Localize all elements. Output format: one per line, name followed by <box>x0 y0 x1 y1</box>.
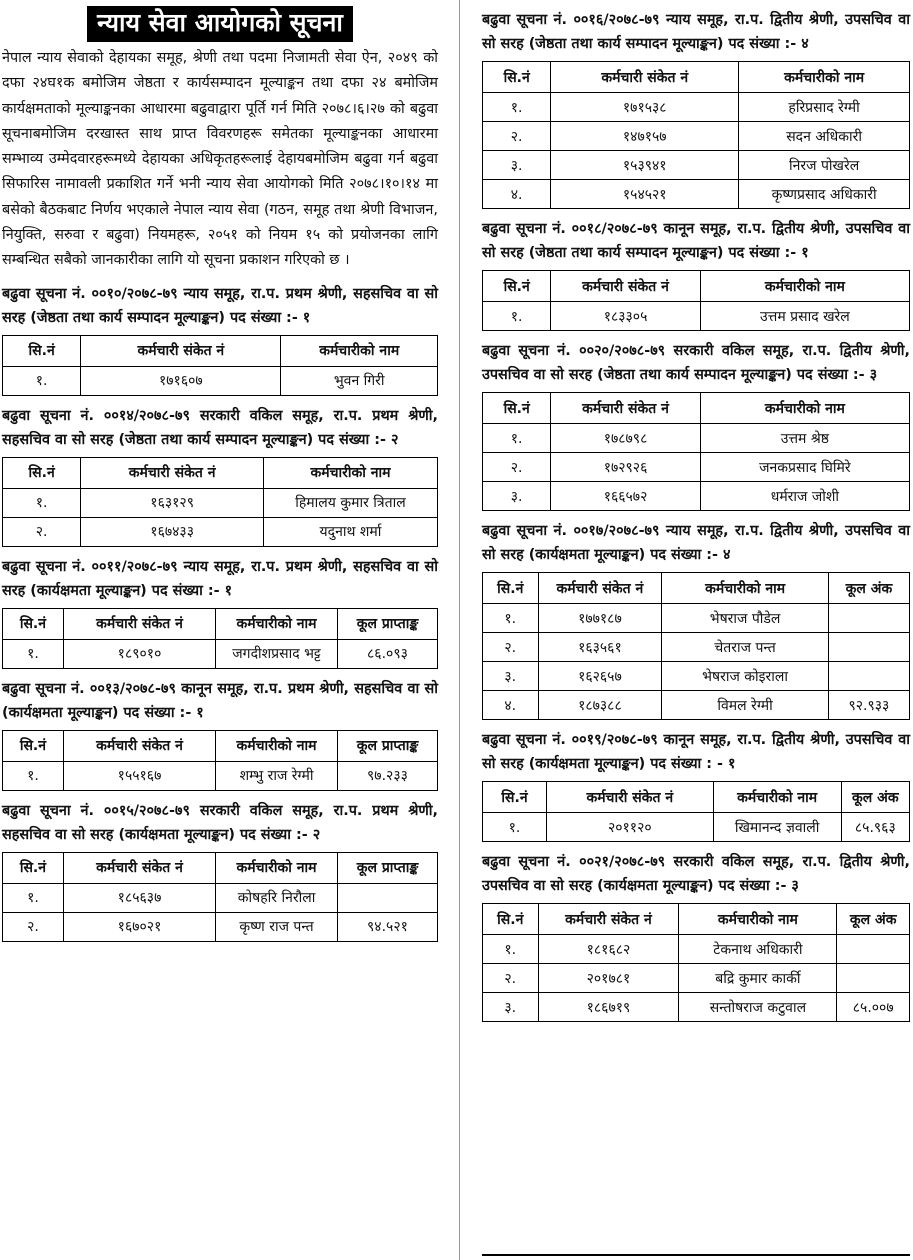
notice-section <box>482 217 910 331</box>
column-header: कर्मचारीको नाम <box>216 608 338 639</box>
table-cell: निरज पोखरेल <box>739 151 910 180</box>
column-header: कूल प्राप्ताङ्क <box>337 852 437 883</box>
notice-section <box>2 555 438 669</box>
column-header: कर्मचारी संकेत नं <box>63 852 215 883</box>
column-header: सि.नं <box>3 335 81 366</box>
notice-section <box>482 850 910 1022</box>
column-header: कर्मचारी संकेत नं <box>81 457 264 488</box>
column-header: कर्मचारीको नाम <box>216 730 338 761</box>
table-row <box>3 366 438 395</box>
table-cell: १. <box>3 883 64 912</box>
notice-section <box>2 677 438 791</box>
table-row <box>483 964 910 993</box>
table-header-row <box>483 904 910 935</box>
table-cell: २. <box>3 912 64 941</box>
column-header: कूल प्राप्ताङ्क <box>337 730 437 761</box>
table-header-row <box>3 335 438 366</box>
recommendation-table <box>482 270 910 331</box>
table-cell: कृष्णप्रसाद अधिकारी <box>739 180 910 209</box>
column-header: कर्मचारीको नाम <box>700 271 909 302</box>
table-cell: उत्तम श्रेष्ठ <box>700 424 909 453</box>
table-row <box>483 633 910 662</box>
table-row <box>483 180 910 209</box>
table-row <box>483 482 910 511</box>
table-cell: जनकप्रसाद घिमिरे <box>700 453 909 482</box>
column-header: सि.नं <box>3 608 64 639</box>
left-column <box>2 0 438 946</box>
table-cell: भेषराज कोइराला <box>662 662 829 691</box>
table-row <box>483 302 910 331</box>
table-cell: १. <box>3 761 64 790</box>
table-row <box>483 453 910 482</box>
table-cell: २०१७८१ <box>538 964 679 993</box>
table-cell: १. <box>3 366 81 395</box>
table-cell: १. <box>483 604 539 633</box>
table-cell: २. <box>3 517 81 546</box>
table-cell: धर्मराज जोशी <box>700 482 909 511</box>
table-cell: जगदीशप्रसाद भट्ट <box>216 639 338 668</box>
table-cell: १६७०२१ <box>63 912 215 941</box>
column-header: कर्मचारीको नाम <box>216 852 338 883</box>
table-cell: १. <box>3 639 64 668</box>
notice-heading: बढुवा सूचना नं. ००१४/२०७८-७९ सरकारी वकिल समूह, रा.प. प्रथम श्रेणी, सहसचिव वा सो सरह (जेष्ठता तथा कार्य सम्पादन मूल्याङ्कन) पद संख्या :- २ <box>2 407 438 448</box>
column-header: सि.नं <box>483 782 547 813</box>
table-cell: सदन अधिकारी <box>739 122 910 151</box>
table-cell: ३. <box>483 151 551 180</box>
table-cell: भेषराज पौडेल <box>662 604 829 633</box>
table-row <box>3 761 438 790</box>
column-header: कर्मचारीको नाम <box>700 393 909 424</box>
left-sections <box>2 282 438 942</box>
table-cell: १७१५३८ <box>551 93 739 122</box>
column-header: कूल अंक <box>837 904 910 935</box>
column-header: कर्मचारी संकेत नं <box>538 904 679 935</box>
column-header: सि.नं <box>483 573 539 604</box>
table-row <box>483 122 910 151</box>
table-cell: शम्भु राज रेग्मी <box>216 761 338 790</box>
table-cell: १. <box>483 813 547 842</box>
table-cell: १. <box>483 424 551 453</box>
table-cell: २०११२० <box>547 813 714 842</box>
notice-section <box>482 728 910 842</box>
table-cell: ३. <box>483 482 551 511</box>
column-header: सि.नं <box>483 271 551 302</box>
notice-heading: बढुवा सूचना नं. ००१५/२०७८-७९ सरकारी वकिल समूह, रा.प. प्रथम श्रेणी, सहसचिव वा सो सरह (कार्यक्षमता मूल्याङ्कन) पद संख्या :- २ <box>2 802 438 843</box>
table-header-row <box>3 608 438 639</box>
table-cell: १८६७१९ <box>538 993 679 1022</box>
table-row <box>483 813 910 842</box>
table-cell: १८५६३७ <box>63 883 215 912</box>
table-row <box>483 691 910 720</box>
table-cell: बद्रि कुमार कार्की <box>679 964 837 993</box>
recommendation-table <box>482 903 910 1022</box>
table-cell: १७२९२६ <box>551 453 700 482</box>
table-cell: १. <box>483 935 539 964</box>
table-cell: कोषहरि निरौला <box>216 883 338 912</box>
column-divider <box>459 0 460 1260</box>
table-row <box>483 993 910 1022</box>
table-cell: भुवन गिरी <box>281 366 438 395</box>
table-cell <box>337 883 437 912</box>
table-cell <box>828 633 909 662</box>
title-wrap <box>2 6 438 42</box>
table-cell: ९७.२३३ <box>337 761 437 790</box>
table-cell: १६२६५७ <box>538 662 662 691</box>
bottom-rule <box>482 1254 910 1256</box>
recommendation-table <box>2 608 438 669</box>
table-cell: १८१६८२ <box>538 935 679 964</box>
table-header-row <box>483 393 910 424</box>
table-cell: ३. <box>483 993 539 1022</box>
table-row <box>3 883 438 912</box>
table-cell: १५३९४१ <box>551 151 739 180</box>
table-cell: कृष्ण राज पन्त <box>216 912 338 941</box>
table-cell: १५५१६७ <box>63 761 215 790</box>
column-header: सि.नं <box>3 852 64 883</box>
table-cell: ४. <box>483 691 539 720</box>
table-cell: १६७४३३ <box>81 517 264 546</box>
recommendation-table <box>2 457 438 547</box>
table-row <box>3 517 438 546</box>
column-header: कर्मचारी संकेत नं <box>538 573 662 604</box>
column-header: कर्मचारी संकेत नं <box>63 730 215 761</box>
recommendation-table <box>482 61 910 209</box>
column-header: कूल अंक <box>841 782 909 813</box>
table-cell: ३. <box>483 662 539 691</box>
notice-heading: बढुवा सूचना नं. ००२१/२०७८-७९ सरकारी वकिल समूह, रा.प. द्वितीय श्रेणी, उपसचिव वा सो सरह (कार्यक्षमता मूल्याङ्कन) पद संख्या :- ३ <box>482 854 910 894</box>
table-row <box>483 93 910 122</box>
recommendation-table <box>2 335 438 396</box>
notice-section <box>482 339 910 511</box>
table-cell: १. <box>483 93 551 122</box>
notice-heading: बढुवा सूचना नं. ००१०/२०७८-७९ न्याय समूह, रा.प. प्रथम श्रेणी, सहसचिव वा सो सरह (जेष्ठता तथा कार्य सम्पादन मूल्याङ्कन) पद संख्या :- १ <box>2 285 438 326</box>
table-cell: विमल रेग्मी <box>662 691 829 720</box>
table-cell: हरिप्रसाद रेग्मी <box>739 93 910 122</box>
notice-section <box>2 282 438 396</box>
table-cell: १. <box>3 488 81 517</box>
table-cell: यदुनाथ शर्मा <box>263 517 437 546</box>
table-cell: ८५.००७ <box>837 993 910 1022</box>
table-cell <box>837 964 910 993</box>
table-cell: ९४.५२१ <box>337 912 437 941</box>
right-sections <box>482 8 910 1022</box>
column-header: कर्मचारी संकेत नं <box>81 335 281 366</box>
notice-heading: बढुवा सूचना नं. ००१८/२०७८-७९ कानून समूह, रा.प. द्वितीय श्रेणी, उपसचिव वा सो सरह (जेष्ठता तथा कार्य सम्पादन मूल्याङ्कन) पद संख्या :- १ <box>482 221 910 261</box>
notice-section <box>482 8 910 209</box>
table-cell: २. <box>483 633 539 662</box>
column-header: कूल अंक <box>828 573 909 604</box>
table-header-row <box>483 271 910 302</box>
table-cell: ९२.९३३ <box>828 691 909 720</box>
recommendation-table <box>482 392 910 511</box>
table-header-row <box>3 852 438 883</box>
table-row <box>483 935 910 964</box>
page-title: न्याय सेवा आयोगको सूचना <box>87 6 353 42</box>
table-cell: सन्तोषराज कटुवाल <box>679 993 837 1022</box>
column-header: कर्मचारी संकेत नं <box>551 271 700 302</box>
table-row <box>483 604 910 633</box>
table-cell: ८६.०९३ <box>337 639 437 668</box>
column-header: कर्मचारीको नाम <box>713 782 841 813</box>
table-cell: १६६५७२ <box>551 482 700 511</box>
column-header: कूल प्राप्ताङ्क <box>337 608 437 639</box>
recommendation-table <box>482 572 910 720</box>
table-cell <box>837 935 910 964</box>
recommendation-table <box>482 781 910 842</box>
notice-section <box>482 519 910 720</box>
table-header-row <box>483 62 910 93</box>
notice-heading: बढुवा सूचना नं. ००१३/२०७८-७९ कानून समूह, रा.प. प्रथम श्रेणी, सहसचिव वा सो (कार्यक्षमता मूल्याङ्कन) पद संख्या :- १ <box>2 680 438 721</box>
notice-section <box>2 404 438 547</box>
column-header: कर्मचारी संकेत नं <box>547 782 714 813</box>
table-row <box>3 488 438 517</box>
table-cell: हिमालय कुमार त्रिताल <box>263 488 437 517</box>
column-header: सि.नं <box>3 457 81 488</box>
recommendation-table <box>2 852 438 942</box>
table-cell: १४७१५७ <box>551 122 739 151</box>
table-cell: ८५.९६३ <box>841 813 909 842</box>
table-row <box>483 662 910 691</box>
table-cell: १६३१२९ <box>81 488 264 517</box>
table-row <box>483 151 910 180</box>
column-header: सि.नं <box>483 393 551 424</box>
table-cell <box>828 604 909 633</box>
table-cell: उत्तम प्रसाद खरेल <box>700 302 909 331</box>
notice-heading: बढुवा सूचना नं. ००१७/२०७८-७९ न्याय समूह, रा.प. द्वितीय श्रेणी, उपसचिव वा सो सरह (कार्यक्षमता मूल्याङ्कन) पद संख्या :- ४ <box>482 523 910 563</box>
column-header: कर्मचारी संकेत नं <box>551 62 739 93</box>
table-header-row <box>3 730 438 761</box>
table-cell: २. <box>483 453 551 482</box>
column-header: कर्मचारीको नाम <box>662 573 829 604</box>
recommendation-table <box>2 730 438 791</box>
column-header: कर्मचारीको नाम <box>739 62 910 93</box>
notice-section <box>2 799 438 942</box>
table-cell: १६३५६१ <box>538 633 662 662</box>
table-row <box>3 912 438 941</box>
right-column <box>482 0 910 1026</box>
notice-heading: बढुवा सूचना नं. ००१९/२०७८-७९ कानून समूह, रा.प. द्वितीय श्रेणी, उपसचिव वा सो सरह (कार्यक्षमता मूल्याङ्कन) पद संख्या : - १ <box>482 732 910 772</box>
table-header-row <box>483 782 910 813</box>
table-cell: १. <box>483 302 551 331</box>
column-header: सि.नं <box>3 730 64 761</box>
table-cell: १८९०१० <box>63 639 215 668</box>
intro-paragraph: नेपाल न्याय सेवाको देहायका समूह, श्रेणी तथा पदमा निजामती सेवा ऐन, २०४९ को दफा २४घ१क बमोजिम जेष्ठता र कार्यसम्पादन मूल्याङ्कन तथा दफा २४ बमोजिम कार्यक्षमताको मूल्याङ्कनका आधारमा बढुवाद्वारा पूर्ति गर्न मिति २०७८।६।२७ को बढुवा सूचनाबमोजिम दरखास्त साथ प्राप्त विवरणहरू समेतका मूल्याङ्कनका आधारमा सम्भाव्य उम्मेदवारहरूमध्ये देहायका अधिकृतहरूलाई देहायबमोजिम बढुवा गर्न बढुवा सिफारिस नामावली प्रकाशित गर्ने भनी न्याय सेवा आयोगको मिति २०७८।१०।१४ मा बसेको बैठकबाट निर्णय भएकाले नेपाल न्याय सेवा (गठन, समूह तथा श्रेणी विभाजन, नियुक्ति, सरुवा र बढुवा) नियमहरू, २०५१ को नियम १५ को प्रयोजनका लागि सम्बन्धित सबैको जानकारीका लागि यो सूचना प्रकाशन गरिएको छ । <box>2 50 438 269</box>
column-header: सि.नं <box>483 904 539 935</box>
table-cell: चेतराज पन्त <box>662 633 829 662</box>
table-header-row <box>3 457 438 488</box>
column-header: सि.नं <box>483 62 551 93</box>
column-header: कर्मचारी संकेत नं <box>63 608 215 639</box>
table-cell: १५४५२१ <box>551 180 739 209</box>
column-header: कर्मचारी संकेत नं <box>551 393 700 424</box>
table-cell: २. <box>483 122 551 151</box>
notice-heading: बढुवा सूचना नं. ००१६/२०७८-७९ न्याय समूह, रा.प. द्वितीय श्रेणी, उपसचिव वा सो सरह (जेष्ठता तथा कार्य सम्पादन मूल्याङ्कन) पद संख्या :- ४ <box>482 12 910 52</box>
column-header: कर्मचारीको नाम <box>263 457 437 488</box>
table-cell: ४. <box>483 180 551 209</box>
table-cell: १७८७९८ <box>551 424 700 453</box>
table-cell: २. <box>483 964 539 993</box>
table-row <box>3 639 438 668</box>
table-row <box>483 424 910 453</box>
table-header-row <box>483 573 910 604</box>
column-header: कर्मचारीको नाम <box>679 904 837 935</box>
table-cell: १७१६०७ <box>81 366 281 395</box>
column-header: कर्मचारीको नाम <box>281 335 438 366</box>
table-cell: टेकनाथ अधिकारी <box>679 935 837 964</box>
table-cell: १७७१८७ <box>538 604 662 633</box>
table-cell: खिमानन्द ज्ञवाली <box>713 813 841 842</box>
table-cell: १८७३८८ <box>538 691 662 720</box>
notice-heading: बढुवा सूचना नं. ००२०/२०७८-७९ सरकारी वकिल समूह, रा.प. द्वितीय श्रेणी, उपसचिव वा सो सरह (जेष्ठता तथा कार्य सम्पादन मूल्याङ्कन) पद संख्या :- ३ <box>482 343 910 383</box>
table-cell: १८३३०५ <box>551 302 700 331</box>
table-cell <box>828 662 909 691</box>
notice-heading: बढुवा सूचना नं. ००११/२०७८-७९ न्याय समूह, रा.प. प्रथम श्रेणी, सहसचिव वा सो सरह (कार्यक्षमता मूल्याङ्कन) पद संख्या :- १ <box>2 558 438 599</box>
